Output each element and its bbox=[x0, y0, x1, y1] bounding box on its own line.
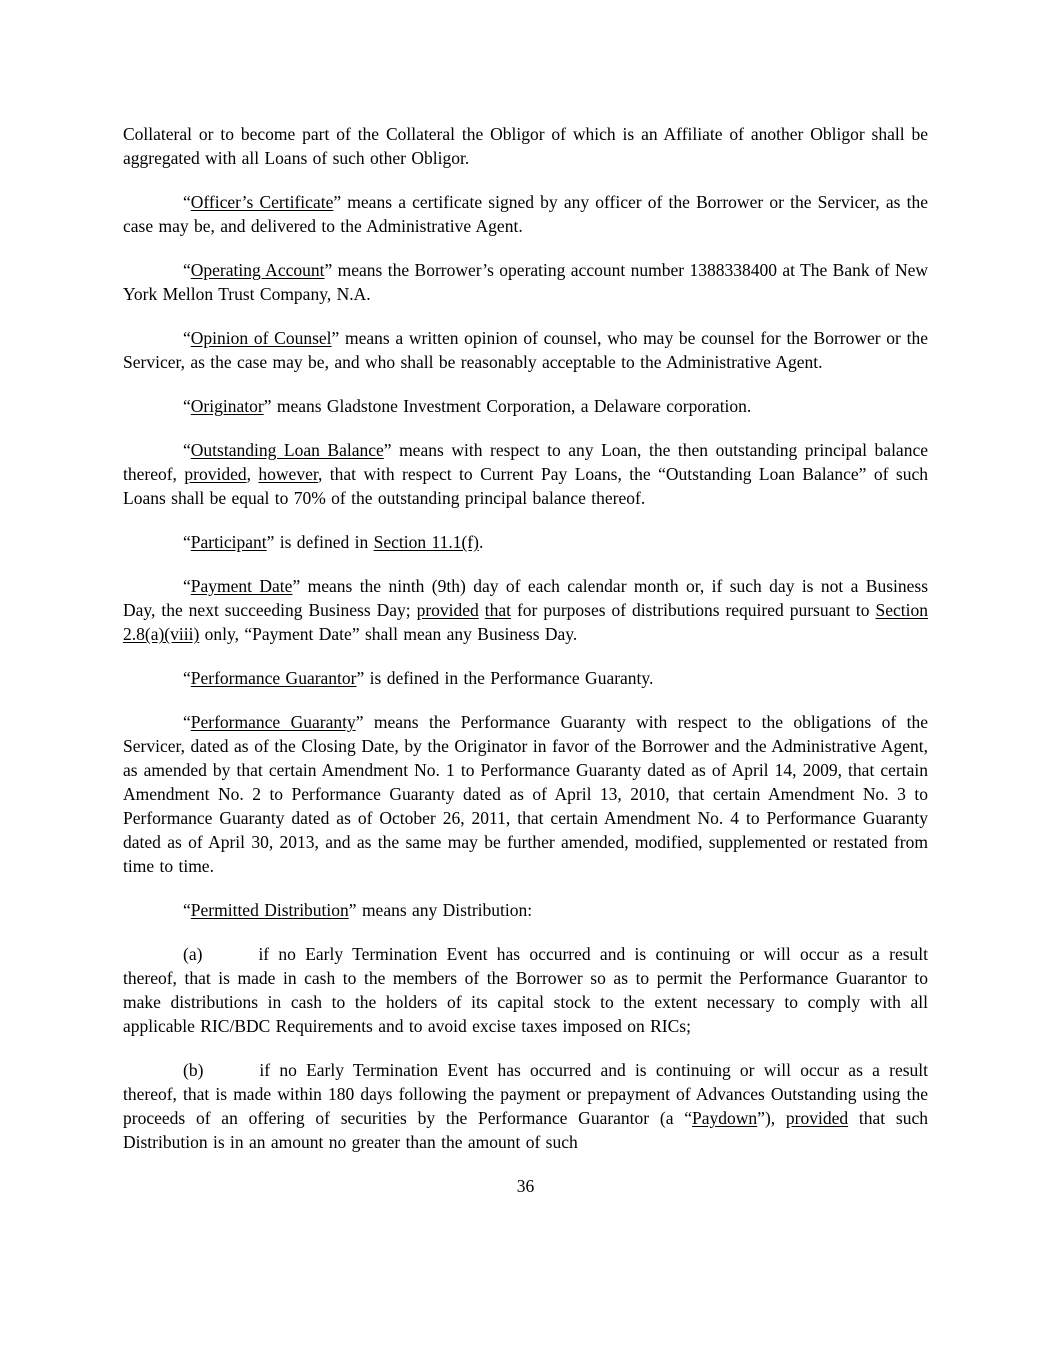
text-run: ” is defined in the Performance Guaranty. bbox=[356, 668, 654, 688]
defined-term: Payment Date bbox=[190, 576, 293, 596]
defined-term: Paydown bbox=[692, 1108, 758, 1128]
page-number: 36 bbox=[516, 1176, 535, 1196]
text-run: “ bbox=[183, 576, 191, 596]
defined-term: Performance Guaranty bbox=[190, 712, 356, 732]
text-run: “ bbox=[183, 440, 191, 460]
text-run: ” means the ninth (9th) day of each calendar month or, if such day is not a Business Day, the next succeeding Business Day; bbox=[123, 576, 929, 620]
text-run: (a) bbox=[183, 944, 203, 964]
defined-term: Originator bbox=[190, 396, 264, 416]
document-body bbox=[123, 122, 928, 1154]
defined-term: Outstanding Loan Balance bbox=[190, 440, 384, 460]
text-run: if no Early Termination Event has occurred and is continuing or will occur as a result thereof, that is made within 180 days following the payment or prepayment of Advances Outstanding using the proceeds of an offering of securities by the Performance Guarantor (a “ bbox=[123, 1060, 928, 1128]
defined-term: Operating Account bbox=[190, 260, 325, 280]
paragraph bbox=[123, 666, 928, 690]
text-run: ”), bbox=[757, 1108, 786, 1128]
paragraph bbox=[123, 122, 928, 170]
text-run: . bbox=[478, 532, 484, 552]
text-run: ” means any Distribution: bbox=[348, 900, 533, 920]
defined-term: Permitted Distribution bbox=[190, 900, 349, 920]
paragraph bbox=[123, 710, 928, 878]
defined-term: Performance Guarantor bbox=[190, 668, 357, 688]
defined-term: Participant bbox=[190, 532, 267, 552]
text-run: “ bbox=[183, 396, 191, 416]
defined-term: Section 11.1(f) bbox=[373, 532, 479, 552]
paragraph bbox=[123, 258, 928, 306]
text-run: ” means a written opinion of counsel, who may be counsel for the Borrower or the Servicer, as the case may be, and who shall be reasonably acceptable to the Administrative Agent. bbox=[123, 328, 928, 372]
defined-term: Officer’s Certificate bbox=[190, 192, 334, 212]
text-run: , bbox=[246, 464, 259, 484]
paragraph bbox=[123, 898, 928, 922]
text-run: “ bbox=[183, 668, 191, 688]
text-run: for purposes of distributions required pursuant to bbox=[511, 600, 876, 620]
text-run: “ bbox=[183, 712, 191, 732]
text-run: “ bbox=[183, 900, 191, 920]
text-run: that such Distribution is in an amount no greater than the amount of such bbox=[123, 1108, 928, 1152]
paragraph bbox=[123, 190, 928, 238]
text-run: , that with respect to Current Pay Loans, the “Outstanding Loan Balance” of such Loans shall be equal to 70% of the outstanding principal balance thereof. bbox=[123, 464, 928, 508]
defined-term: Section 2.8(a)(viii) bbox=[123, 600, 928, 644]
text-run: ” means a certificate signed by any officer of the Borrower or the Servicer, as the case may be, and delivered to the Administrative Agent. bbox=[123, 192, 928, 236]
paragraph bbox=[123, 326, 928, 374]
paragraph bbox=[123, 1058, 928, 1154]
paragraph bbox=[123, 530, 928, 554]
paragraph bbox=[123, 942, 928, 1038]
text-run: ” means the Borrower’s operating account number 1388338400 at The Bank of New York Mellon Trust Company, N.A. bbox=[123, 260, 929, 304]
defined-term: provided bbox=[416, 600, 479, 620]
text-run: ” means the Performance Guaranty with respect to the obligations of the Servicer, dated as of the Closing Date, by the Originator in favor of the Borrower and the Administrative Agent, as amended by that certain Amendment No. 1 to Performance Guaranty dated as of April 14, 2009, that certain Amendment No. 2 to Performance Guaranty dated as of April 13, 2010, that certain Amendment No. 3 to Performance Guaranty dated as of October 26, 2011, that certain Amendment No. 4 to Performance Guaranty dated as of April 30, 2013, and as the same may be further amended, modified, supplemented or restated from time to time. bbox=[123, 712, 928, 876]
text-run: “ bbox=[183, 328, 191, 348]
defined-term: provided bbox=[184, 464, 247, 484]
defined-term: Opinion of Counsel bbox=[190, 328, 332, 348]
text-run: if no Early Termination Event has occurred and is continuing or will occur as a result thereof, that is made in cash to the members of the Borrower so as to permit the Performance Guarantor to make distributions in cash to the holders of its capital stock to the extent necessary to comply with all applicable RIC/BDC Requirements and to avoid excise taxes imposed on RICs; bbox=[123, 944, 928, 1036]
paragraph bbox=[123, 574, 928, 646]
text-run: (b) bbox=[183, 1060, 204, 1080]
defined-term: that bbox=[484, 600, 512, 620]
paragraph bbox=[123, 394, 928, 418]
text-run: Collateral or to become part of the Collateral the Obligor of which is an Affiliate of another Obligor shall be aggregated with all Loans of such other Obligor. bbox=[123, 124, 928, 168]
text-run: ” means Gladstone Investment Corporation, a Delaware corporation. bbox=[263, 396, 752, 416]
text-run: ” means with respect to any Loan, the then outstanding principal balance thereof, bbox=[123, 440, 928, 484]
defined-term: provided bbox=[785, 1108, 849, 1128]
text-run: only, “Payment Date” shall mean any Business Day. bbox=[199, 624, 578, 644]
defined-term: however bbox=[258, 464, 318, 484]
text-run: “ bbox=[183, 192, 191, 212]
text-run: ” is defined in bbox=[266, 532, 374, 552]
text-run: “ bbox=[183, 532, 191, 552]
text-run: “ bbox=[183, 260, 191, 280]
paragraph bbox=[123, 438, 928, 510]
